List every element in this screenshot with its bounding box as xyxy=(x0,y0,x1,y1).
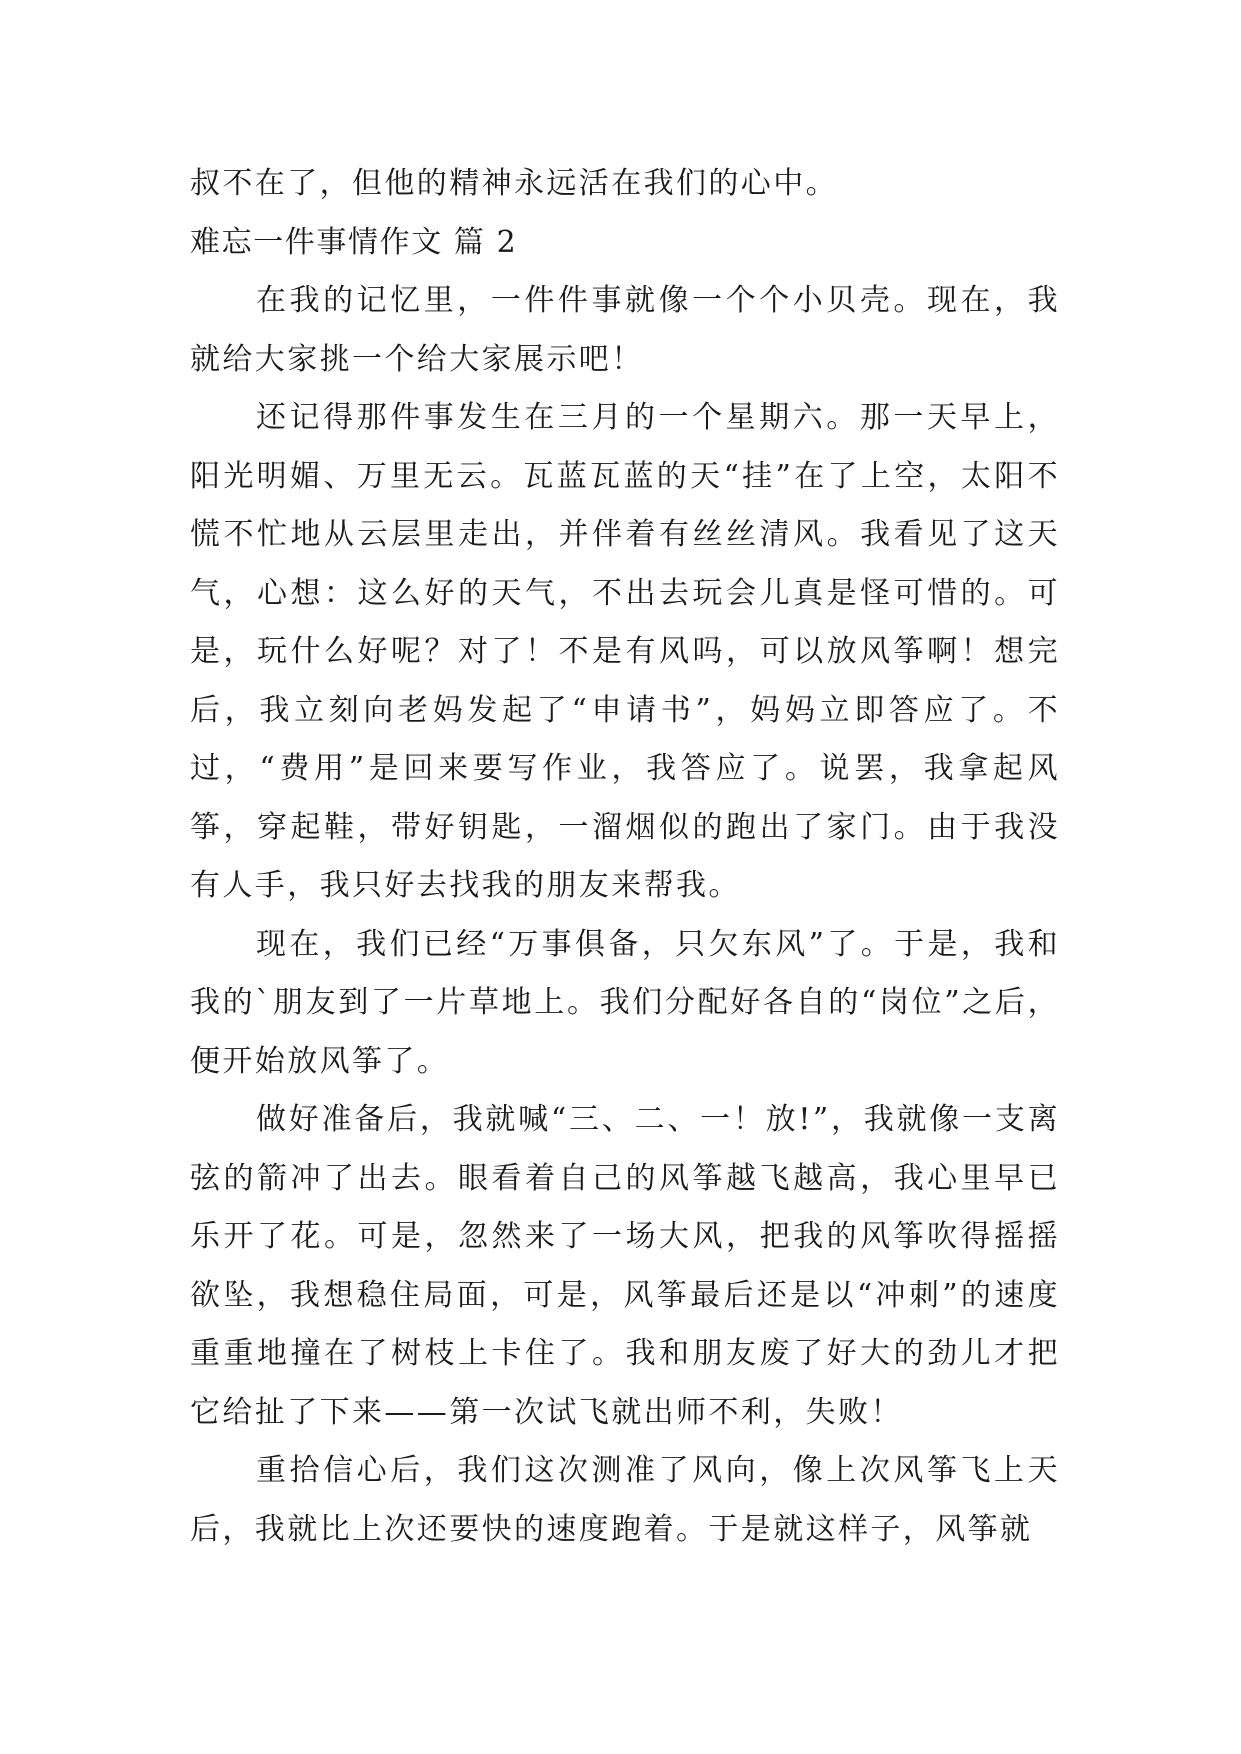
document-body xyxy=(190,155,1060,1559)
paragraph: 在我的记忆里，一件件事就像一个个小贝壳。现在，我就给大家挑一个给大家展示吧！ xyxy=(190,283,1060,377)
lead-line: 叔不在了，但他的精神永远活在我们的心中。 xyxy=(190,166,838,201)
paragraph: 重拾信心后，我们这次测准了风向，像上次风筝飞上天后，我就比上次还要快的速度跑着。于是就这样子，风筝就 xyxy=(190,1453,1060,1547)
section-title: 难忘一件事情作文 篇 2 xyxy=(190,224,518,260)
paragraph: 做好准备后，我就喊“三、二、一！放!”，我就像一支离弦的箭冲了出去。眼看着自己的风筝越飞越高，我心里早已乐开了花。可是，忽然来了一场大风，把我的风筝吹得摇摇欲坠，我想稳住局面，可是，风筝最后还是以“冲刺”的速度重重地撞在了树枝上卡住了。我和朋友废了好大的劲儿才把它给扯了下来——第一次试飞就出师不利，失败！ xyxy=(190,1102,1060,1430)
paragraph: 还记得那件事发生在三月的一个星期六。那一天早上，阳光明媚、万里无云。瓦蓝瓦蓝的天“挂”在了上空，太阳不慌不忙地从云层里走出，并伴着有丝丝清风。我看见了这天气，心想：这么好的天气，不出去玩会儿真是怪可惜的。可是，玩什么好呢？对了！不是有风吗，可以放风筝啊！想完后，我立刻向老妈发起了“申请书”，妈妈立即答应了。不过，“费用”是回来要写作业，我答应了。说罢，我拿起风筝，穿起鞋，带好钥匙，一溜烟似的跑出了家门。由于我没有人手，我只好去找我的朋友来帮我。 xyxy=(190,400,1060,903)
paragraph: 现在，我们已经“万事俱备，只欠东风”了。于是，我和我的`朋友到了一片草地上。我们分配好各自的“岗位”之后，便开始放风筝了。 xyxy=(190,926,1060,1079)
